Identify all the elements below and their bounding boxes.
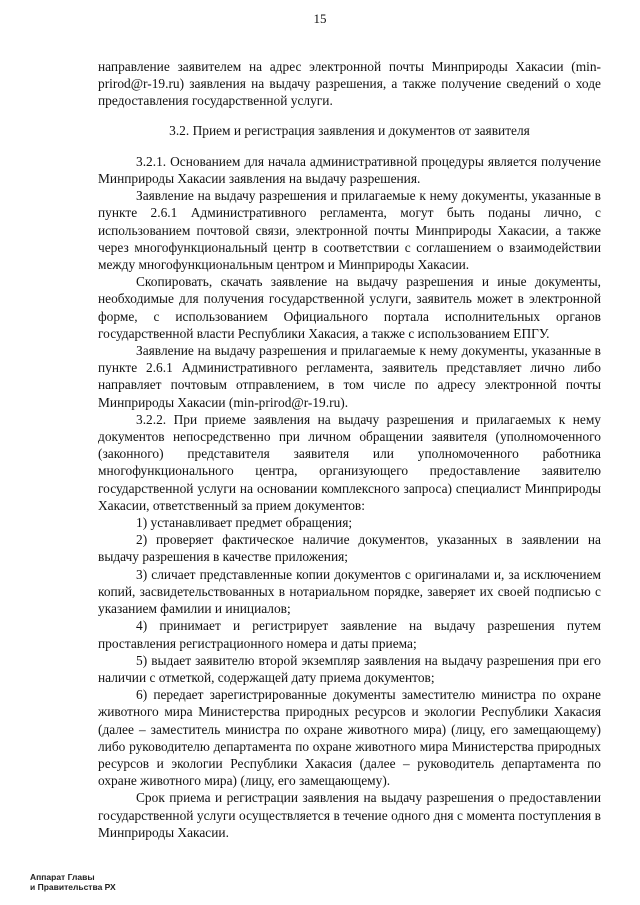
office-stamp <box>30 872 116 892</box>
page-number: 15 <box>313 11 327 26</box>
paragraph-submission-methods: Заявление на выдачу разрешения и прилагаемые к нему документы, указанные в пункте 2.6.1 Административного регламента, могут быть поданы лично, с использованием почтовой связи, электронной почты Минприроды Хакасии, а также через многофункциональный центр в соответствии с соглашением о взаимодействии между многофункциональным центром и Минприроды Хакасии. <box>98 188 601 273</box>
list-item-4: 4) принимает и регистрирует заявление на выдачу разрешения путем проставления регистрационного номера и даты приема; <box>98 618 601 651</box>
paragraph-3-2-2: 3.2.2. При приеме заявления на выдачу разрешения и прилагаемых к нему документов непосредственно при личном обращении заявителя (уполномоченного (законного) представителя заявителя или уполномоченного работника многофункционального центра, организующего предоставление заявителю государственной услуги на основании комплексного запроса) специалист Минприроды Хакасии, ответственный за прием документов: <box>98 411 601 513</box>
intro-paragraph: направление заявителем на адрес электронной почты Минприроды Хакасии (min-prirod@r-19.ru) заявления на выдачу разрешения, а также получение сведений о ходе предоставления государственной услуги. <box>98 59 601 109</box>
paragraph-download-forms: Скопировать, скачать заявление на выдачу разрешения и иные документы, необходимые для получения государственной услуги, заявитель может в электронной форме, с использованием Официального портала исполнительных органов государственной власти Республики Хакасия, а также с использованием ЕПГУ. <box>98 274 601 341</box>
document-body <box>98 58 601 841</box>
stamp-line-1: Аппарат Главы <box>30 872 95 882</box>
section-heading: 3.2. Прием и регистрация заявления и документов от заявителя <box>169 122 530 138</box>
list-item-1: 1) устанавливает предмет обращения; <box>136 515 353 531</box>
list-item-3: 3) сличает представленные копии документов с оригиналами и, за исключением копий, засвидетельствованных в нотариальном порядке, заверяет их своей подписью с указанием фамилии и инициалов; <box>98 566 601 617</box>
list-item-6: 6) передает зарегистрированные документы заместителю министра по охране животного мира Министерства природных ресурсов и экологии Республики Хакасия (далее – заместитель министра по охране животного мира) (лицу, его замещающему) либо руководителю департамента по охране животного мира Министерства природных ресурсов и экологии Республики Хакасия (далее – руководитель департамента по охране животного мира) (лицу, его замещающему). <box>98 687 601 789</box>
paragraph-deadline: Срок приема и регистрации заявления на выдачу разрешения о предоставлении государственной услуги осуществляется в течение одного дня с момента поступления в Минприроды Хакасии. <box>98 790 601 840</box>
list-item-5: 5) выдает заявителю второй экземпляр заявления на выдачу разрешения при его наличии с отметкой, содержащей дату приема документов; <box>98 652 601 685</box>
list-item-2: 2) проверяет фактическое наличие документов, указанных в заявлении на выдачу разрешения в качестве приложения; <box>98 532 601 565</box>
paragraph-submission-by-applicant: Заявление на выдачу разрешения и прилагаемые к нему документы, указанные в пункте 2.6.1 Административного регламента, заявитель представляет лично либо направляет почтовым отправлением, в том числе по адресу электронной почты Минприроды Хакасии (min-prirod@r-19.ru). <box>98 343 601 410</box>
stamp-line-2: и Правительства РХ <box>30 882 116 892</box>
paragraph-3-2-1: 3.2.1. Основанием для начала административной процедуры является получение Минприроды Хакасии заявления на выдачу разрешения. <box>98 153 601 187</box>
